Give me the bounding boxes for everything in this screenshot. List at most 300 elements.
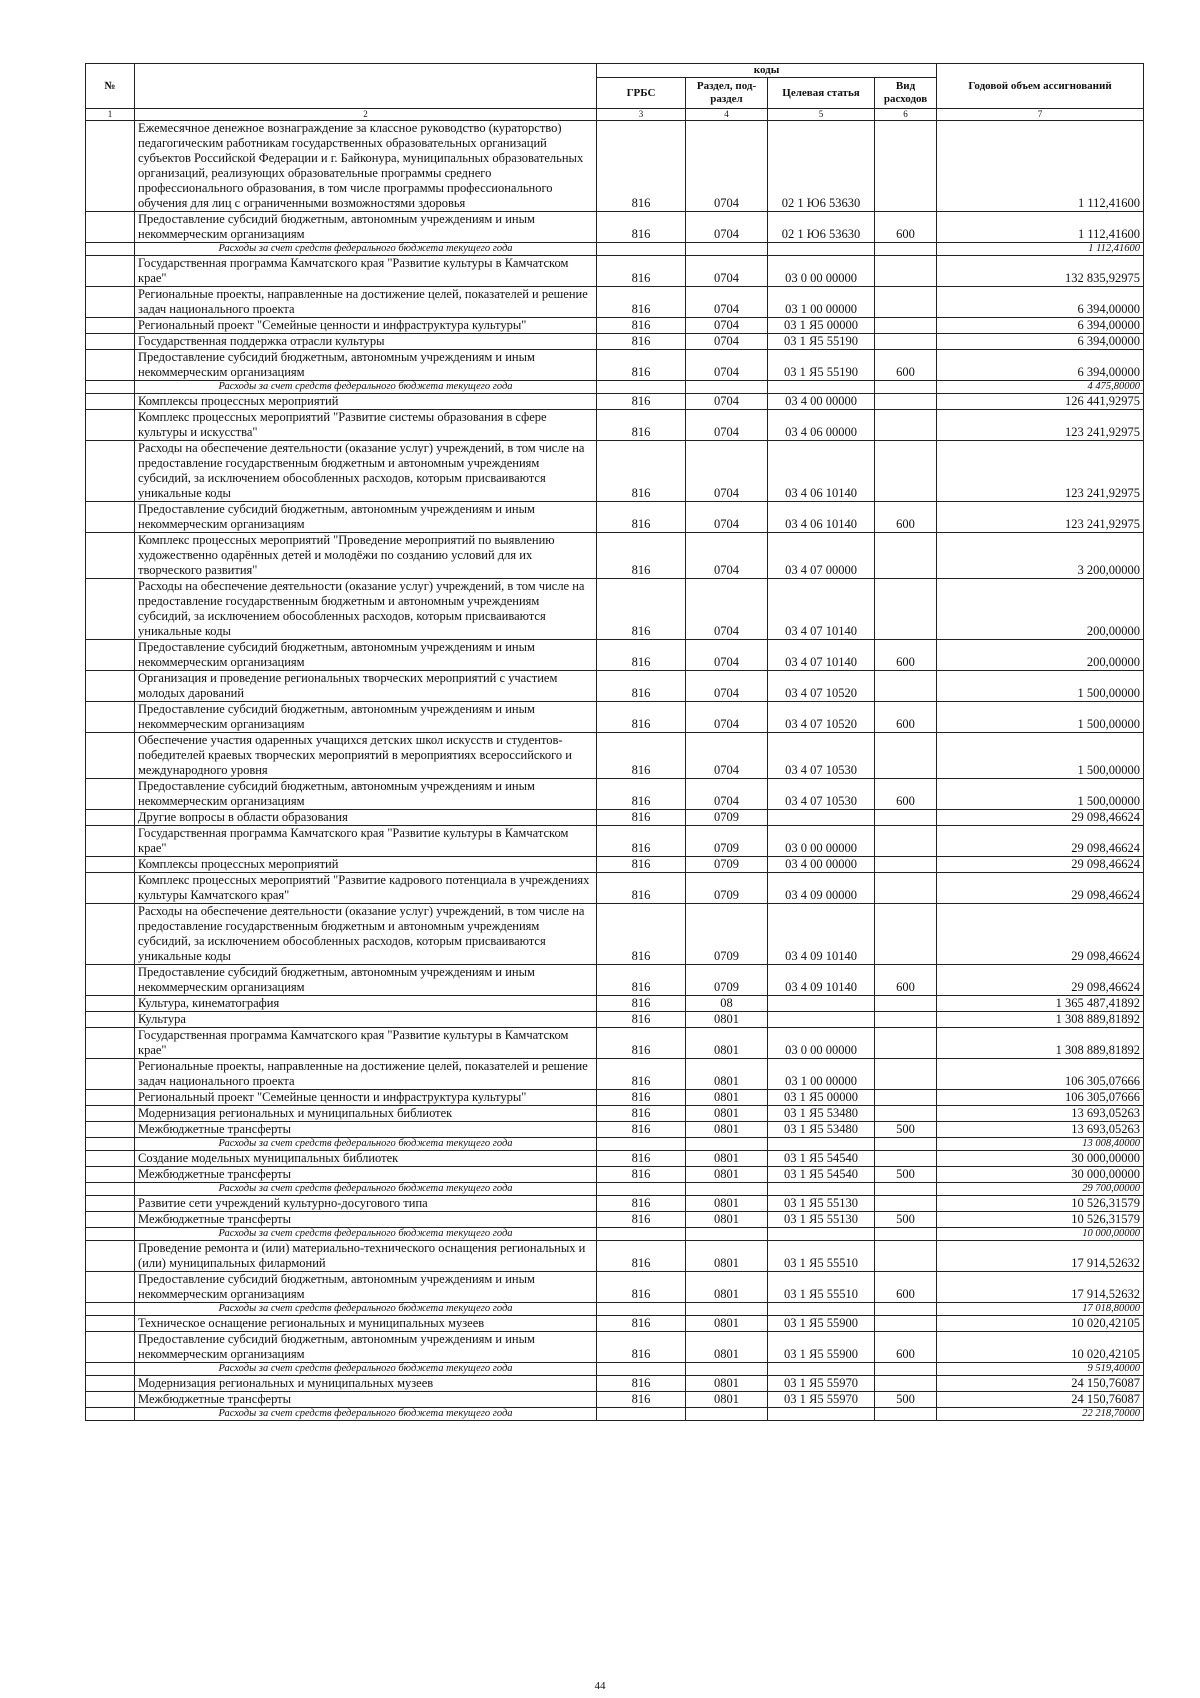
row-number-cell [86, 121, 135, 212]
row-expense-type-cell [875, 1090, 937, 1106]
row-name-cell: Государственная поддержка отрасли культуры [135, 334, 597, 350]
table-row [86, 1272, 1144, 1303]
row-target-article-cell: 03 4 00 00000 [768, 394, 875, 410]
federal-funds-note-row [86, 1363, 1144, 1376]
row-grbs-cell: 816 [597, 1106, 686, 1122]
row-grbs-cell: 816 [597, 1090, 686, 1106]
row-target-article-cell: 03 4 07 10520 [768, 671, 875, 702]
row-number-cell [86, 1090, 135, 1106]
row-grbs-cell: 816 [597, 318, 686, 334]
row-amount-cell: 29 098,46624 [937, 873, 1144, 904]
header-target-article: Целевая статья [768, 78, 875, 109]
row-section-cell [686, 1363, 768, 1376]
row-target-article-cell [768, 1012, 875, 1028]
row-name-cell: Предоставление субсидий бюджетным, автономным учреждениям и иным некоммерческим организациям [135, 1272, 597, 1303]
row-grbs-cell: 816 [597, 350, 686, 381]
row-grbs-cell: 816 [597, 640, 686, 671]
budget-table-sheet [85, 63, 1143, 1421]
row-amount-cell: 10 020,42105 [937, 1316, 1144, 1332]
row-name-cell: Развитие сети учреждений культурно-досугового типа [135, 1196, 597, 1212]
row-target-article-cell [768, 810, 875, 826]
row-name-cell: Предоставление субсидий бюджетным, автономным учреждениям и иным некоммерческим организациям [135, 965, 597, 996]
row-amount-cell: 1 112,41600 [937, 212, 1144, 243]
row-expense-type-cell [875, 394, 937, 410]
row-section-cell: 0801 [686, 1012, 768, 1028]
table-row [86, 410, 1144, 441]
row-section-cell: 0801 [686, 1059, 768, 1090]
header-col-num: 3 [597, 109, 686, 121]
row-number-cell [86, 810, 135, 826]
row-section-cell: 0801 [686, 1028, 768, 1059]
row-number-cell [86, 1196, 135, 1212]
row-number-cell [86, 873, 135, 904]
row-number-cell [86, 243, 135, 256]
row-section-cell: 0704 [686, 256, 768, 287]
row-number-cell [86, 1028, 135, 1059]
table-row [86, 256, 1144, 287]
row-amount-cell: 10 000,00000 [937, 1228, 1144, 1241]
row-amount-cell: 1 308 889,81892 [937, 1028, 1144, 1059]
row-grbs-cell: 816 [597, 256, 686, 287]
row-grbs-cell: 816 [597, 1332, 686, 1363]
row-number-cell [86, 256, 135, 287]
row-name-cell: Предоставление субсидий бюджетным, автономным учреждениям и иным некоммерческим организациям [135, 212, 597, 243]
row-section-cell: 0704 [686, 579, 768, 640]
row-name-cell: Культура [135, 1012, 597, 1028]
row-name-cell: Предоставление субсидий бюджетным, автономным учреждениям и иным некоммерческим организациям [135, 1332, 597, 1363]
row-section-cell: 0704 [686, 441, 768, 502]
table-row [86, 502, 1144, 533]
header-expense-type: Вид расходов [875, 78, 937, 109]
row-name-cell: Организация и проведение региональных творческих мероприятий с участием молодых дарований [135, 671, 597, 702]
row-expense-type-cell: 600 [875, 779, 937, 810]
table-row [86, 965, 1144, 996]
row-name-cell: Техническое оснащение региональных и муниципальных музеев [135, 1316, 597, 1332]
table-row [86, 1122, 1144, 1138]
row-grbs-cell: 816 [597, 857, 686, 873]
table-row [86, 334, 1144, 350]
row-target-article-cell: 03 1 Я5 55900 [768, 1316, 875, 1332]
row-amount-cell: 17 018,80000 [937, 1303, 1144, 1316]
row-amount-cell: 30 000,00000 [937, 1167, 1144, 1183]
table-row [86, 1316, 1144, 1332]
row-grbs-cell: 816 [597, 1212, 686, 1228]
row-expense-type-cell [875, 1028, 937, 1059]
row-expense-type-cell [875, 904, 937, 965]
row-expense-type-cell [875, 410, 937, 441]
row-name-cell: Расходы за счет средств федерального бюджета текущего года [135, 1363, 597, 1376]
row-amount-cell: 4 475,80000 [937, 381, 1144, 394]
row-section-cell [686, 1408, 768, 1421]
row-amount-cell: 1 365 487,41892 [937, 996, 1144, 1012]
row-grbs-cell: 816 [597, 779, 686, 810]
row-section-cell: 0704 [686, 318, 768, 334]
row-section-cell: 0709 [686, 965, 768, 996]
row-amount-cell: 30 000,00000 [937, 1151, 1144, 1167]
row-name-cell: Предоставление субсидий бюджетным, автономным учреждениям и иным некоммерческим организациям [135, 779, 597, 810]
row-name-cell: Проведение ремонта и (или) материально-технического оснащения региональных и (или) муниципальных филармоний [135, 1241, 597, 1272]
row-amount-cell: 3 200,00000 [937, 533, 1144, 579]
row-number-cell [86, 904, 135, 965]
header-col-num: 5 [768, 109, 875, 121]
row-section-cell: 0801 [686, 1212, 768, 1228]
row-number-cell [86, 410, 135, 441]
row-section-cell: 0704 [686, 702, 768, 733]
row-target-article-cell: 03 4 06 10140 [768, 441, 875, 502]
row-number-cell [86, 857, 135, 873]
row-number-cell [86, 287, 135, 318]
row-name-cell: Расходы за счет средств федерального бюджета текущего года [135, 1408, 597, 1421]
row-name-cell: Модернизация региональных и муниципальных библиотек [135, 1106, 597, 1122]
row-expense-type-cell [875, 733, 937, 779]
row-amount-cell: 13 693,05263 [937, 1106, 1144, 1122]
table-row [86, 904, 1144, 965]
row-expense-type-cell [875, 381, 937, 394]
row-number-cell [86, 350, 135, 381]
row-amount-cell: 24 150,76087 [937, 1376, 1144, 1392]
row-amount-cell: 6 394,00000 [937, 334, 1144, 350]
row-expense-type-cell [875, 1151, 937, 1167]
row-grbs-cell [597, 1228, 686, 1241]
table-row [86, 1059, 1144, 1090]
row-name-cell: Комплекс процессных мероприятий "Развитие кадрового потенциала в учреждениях культуры Камчатского края" [135, 873, 597, 904]
table-row [86, 1106, 1144, 1122]
row-expense-type-cell [875, 1241, 937, 1272]
row-number-cell [86, 1228, 135, 1241]
row-amount-cell: 1 500,00000 [937, 702, 1144, 733]
row-target-article-cell: 03 1 Я5 55190 [768, 334, 875, 350]
row-name-cell: Региональный проект "Семейные ценности и инфраструктура культуры" [135, 318, 597, 334]
row-amount-cell: 29 098,46624 [937, 904, 1144, 965]
row-amount-cell: 1 112,41600 [937, 121, 1144, 212]
row-amount-cell: 1 500,00000 [937, 671, 1144, 702]
table-row [86, 579, 1144, 640]
row-expense-type-cell [875, 334, 937, 350]
row-name-cell: Расходы за счет средств федерального бюджета текущего года [135, 381, 597, 394]
row-expense-type-cell [875, 441, 937, 502]
row-name-cell: Культура, кинематография [135, 996, 597, 1012]
row-expense-type-cell [875, 1138, 937, 1151]
row-grbs-cell: 816 [597, 873, 686, 904]
row-name-cell: Обеспечение участия одаренных учащихся детских школ искусств и студентов-победителей краевых творческих мероприятий в мероприятиях всероссийского и международного уровня [135, 733, 597, 779]
row-name-cell: Комплекс процессных мероприятий "Проведение мероприятий по выявлению художественно одарённых детей и молодёжи по созданию условий для их творческого развития" [135, 533, 597, 579]
row-amount-cell: 6 394,00000 [937, 350, 1144, 381]
row-section-cell: 0704 [686, 334, 768, 350]
row-target-article-cell [768, 996, 875, 1012]
row-section-cell [686, 243, 768, 256]
table-row [86, 779, 1144, 810]
row-grbs-cell: 816 [597, 1167, 686, 1183]
row-name-cell: Государственная программа Камчатского края "Развитие культуры в Камчатском крае" [135, 256, 597, 287]
row-amount-cell: 9 519,40000 [937, 1363, 1144, 1376]
row-name-cell: Региональные проекты, направленные на достижение целей, показателей и решение задач национального проекта [135, 287, 597, 318]
row-amount-cell: 13 008,40000 [937, 1138, 1144, 1151]
row-grbs-cell [597, 1408, 686, 1421]
table-row [86, 1151, 1144, 1167]
row-target-article-cell: 03 1 Я5 00000 [768, 1090, 875, 1106]
row-grbs-cell: 816 [597, 1012, 686, 1028]
row-target-article-cell: 02 1 Ю6 53630 [768, 121, 875, 212]
federal-funds-note-row [86, 1303, 1144, 1316]
row-number-cell [86, 1241, 135, 1272]
row-target-article-cell: 03 1 Я5 00000 [768, 318, 875, 334]
row-number-cell [86, 779, 135, 810]
row-number-cell [86, 441, 135, 502]
table-row [86, 857, 1144, 873]
row-section-cell: 0704 [686, 533, 768, 579]
row-number-cell [86, 1183, 135, 1196]
row-name-cell: Расходы на обеспечение деятельности (оказание услуг) учреждений, в том числе на предоставление государственным бюджетным и автономным учреждениям субсидий, за исключением обособленных расходов, которым присваиваются уникальные коды [135, 579, 597, 640]
row-target-article-cell: 03 4 07 10530 [768, 779, 875, 810]
row-amount-cell: 10 526,31579 [937, 1196, 1144, 1212]
row-amount-cell: 10 526,31579 [937, 1212, 1144, 1228]
row-number-cell [86, 1138, 135, 1151]
row-number-cell [86, 733, 135, 779]
row-section-cell: 0709 [686, 826, 768, 857]
row-section-cell: 0704 [686, 733, 768, 779]
federal-funds-note-row [86, 243, 1144, 256]
row-grbs-cell [597, 1363, 686, 1376]
table-row [86, 733, 1144, 779]
row-name-cell: Расходы на обеспечение деятельности (оказание услуг) учреждений, в том числе на предоставление государственным бюджетным и автономным учреждениям субсидий, за исключением обособленных расходов, которым присваиваются уникальные коды [135, 904, 597, 965]
budget-table [85, 63, 1144, 1421]
row-name-cell: Комплексы процессных мероприятий [135, 857, 597, 873]
row-name-cell: Государственная программа Камчатского края "Развитие культуры в Камчатском крае" [135, 1028, 597, 1059]
table-row [86, 287, 1144, 318]
row-target-article-cell: 03 1 Я5 55510 [768, 1241, 875, 1272]
row-expense-type-cell [875, 1376, 937, 1392]
row-name-cell: Расходы за счет средств федерального бюджета текущего года [135, 1228, 597, 1241]
row-amount-cell: 123 241,92975 [937, 410, 1144, 441]
row-amount-cell: 29 098,46624 [937, 965, 1144, 996]
row-section-cell: 0704 [686, 350, 768, 381]
row-section-cell: 08 [686, 996, 768, 1012]
row-target-article-cell: 03 1 Я5 54540 [768, 1167, 875, 1183]
row-amount-cell: 1 500,00000 [937, 779, 1144, 810]
row-expense-type-cell: 600 [875, 1332, 937, 1363]
federal-funds-note-row [86, 1408, 1144, 1421]
row-section-cell: 0709 [686, 810, 768, 826]
row-name-cell: Региональные проекты, направленные на достижение целей, показателей и решение задач национального проекта [135, 1059, 597, 1090]
row-amount-cell: 200,00000 [937, 579, 1144, 640]
federal-funds-note-row [86, 1228, 1144, 1241]
row-amount-cell: 106 305,07666 [937, 1090, 1144, 1106]
row-section-cell: 0801 [686, 1167, 768, 1183]
row-section-cell: 0801 [686, 1151, 768, 1167]
row-target-article-cell [768, 1363, 875, 1376]
row-expense-type-cell: 500 [875, 1167, 937, 1183]
row-number-cell [86, 1059, 135, 1090]
row-expense-type-cell [875, 671, 937, 702]
table-row [86, 826, 1144, 857]
row-expense-type-cell [875, 318, 937, 334]
row-expense-type-cell [875, 1059, 937, 1090]
row-expense-type-cell [875, 1183, 937, 1196]
row-expense-type-cell: 600 [875, 965, 937, 996]
header-number: № [86, 64, 135, 109]
row-grbs-cell: 816 [597, 904, 686, 965]
row-grbs-cell [597, 1138, 686, 1151]
table-row [86, 1332, 1144, 1363]
table-row [86, 810, 1144, 826]
table-row [86, 1028, 1144, 1059]
row-grbs-cell: 816 [597, 410, 686, 441]
row-expense-type-cell [875, 1363, 937, 1376]
row-section-cell: 0704 [686, 779, 768, 810]
row-number-cell [86, 318, 135, 334]
row-grbs-cell: 816 [597, 212, 686, 243]
row-name-cell: Создание модельных муниципальных библиотек [135, 1151, 597, 1167]
row-name-cell: Расходы на обеспечение деятельности (оказание услуг) учреждений, в том числе на предоставление государственным бюджетным и автономным учреждениям субсидий, за исключением обособленных расходов, которым присваиваются уникальные коды [135, 441, 597, 502]
row-number-cell [86, 702, 135, 733]
row-grbs-cell: 816 [597, 394, 686, 410]
table-row [86, 1090, 1144, 1106]
row-grbs-cell: 816 [597, 579, 686, 640]
row-target-article-cell: 03 1 Я5 53480 [768, 1106, 875, 1122]
row-name-cell: Межбюджетные трансферты [135, 1122, 597, 1138]
row-amount-cell: 29 098,46624 [937, 810, 1144, 826]
row-section-cell: 0801 [686, 1332, 768, 1363]
row-grbs-cell: 816 [597, 121, 686, 212]
row-number-cell [86, 334, 135, 350]
row-amount-cell: 29 700,00000 [937, 1183, 1144, 1196]
row-target-article-cell: 03 1 00 00000 [768, 1059, 875, 1090]
row-expense-type-cell [875, 121, 937, 212]
row-section-cell [686, 1138, 768, 1151]
row-number-cell [86, 1363, 135, 1376]
row-expense-type-cell: 500 [875, 1392, 937, 1408]
row-grbs-cell: 816 [597, 533, 686, 579]
row-section-cell [686, 381, 768, 394]
row-expense-type-cell: 600 [875, 640, 937, 671]
row-amount-cell: 6 394,00000 [937, 287, 1144, 318]
row-expense-type-cell [875, 1408, 937, 1421]
row-number-cell [86, 1376, 135, 1392]
row-name-cell: Расходы за счет средств федерального бюджета текущего года [135, 243, 597, 256]
row-name-cell: Расходы за счет средств федерального бюджета текущего года [135, 1303, 597, 1316]
header-grbs: ГРБС [597, 78, 686, 109]
row-name-cell: Межбюджетные трансферты [135, 1167, 597, 1183]
row-name-cell: Ежемесячное денежное вознаграждение за классное руководство (кураторство) педагогическим работникам государственных образовательных организаций субъектов Российской Федерации и г. Байконура, муниципальных образовательных организаций, реализующих образовательные программы среднего профессионального образования, в том числе программы профессионального обучения для лиц с ограниченными возможностями здоровья [135, 121, 597, 212]
row-grbs-cell: 816 [597, 733, 686, 779]
row-amount-cell: 106 305,07666 [937, 1059, 1144, 1090]
row-expense-type-cell [875, 1228, 937, 1241]
table-row [86, 1196, 1144, 1212]
row-number-cell [86, 826, 135, 857]
row-name-cell: Комплекс процессных мероприятий "Развитие системы образования в сфере культуры и искусства" [135, 410, 597, 441]
row-section-cell: 0801 [686, 1090, 768, 1106]
row-section-cell: 0704 [686, 287, 768, 318]
row-amount-cell: 6 394,00000 [937, 318, 1144, 334]
row-grbs-cell: 816 [597, 1059, 686, 1090]
table-row [86, 441, 1144, 502]
row-section-cell: 0709 [686, 904, 768, 965]
header-name [135, 64, 597, 109]
row-target-article-cell: 03 1 Я5 55970 [768, 1376, 875, 1392]
row-section-cell: 0801 [686, 1241, 768, 1272]
row-grbs-cell: 816 [597, 287, 686, 318]
table-row [86, 121, 1144, 212]
row-grbs-cell: 816 [597, 996, 686, 1012]
row-expense-type-cell [875, 579, 937, 640]
row-grbs-cell [597, 1303, 686, 1316]
row-amount-cell: 29 098,46624 [937, 857, 1144, 873]
table-row [86, 1012, 1144, 1028]
row-expense-type-cell [875, 256, 937, 287]
row-section-cell: 0704 [686, 671, 768, 702]
row-number-cell [86, 965, 135, 996]
row-grbs-cell: 816 [597, 671, 686, 702]
row-number-cell [86, 1303, 135, 1316]
row-target-article-cell: 03 1 Я5 55970 [768, 1392, 875, 1408]
row-number-cell [86, 1332, 135, 1363]
row-target-article-cell: 03 0 00 00000 [768, 826, 875, 857]
row-amount-cell: 1 112,41600 [937, 243, 1144, 256]
header-annual-volume: Годовой объем ассигнований [937, 64, 1144, 109]
row-amount-cell: 1 500,00000 [937, 733, 1144, 779]
row-name-cell: Предоставление субсидий бюджетным, автономным учреждениям и иным некоммерческим организациям [135, 640, 597, 671]
row-target-article-cell: 03 1 Я5 55510 [768, 1272, 875, 1303]
row-section-cell: 0704 [686, 502, 768, 533]
row-section-cell: 0801 [686, 1122, 768, 1138]
row-expense-type-cell [875, 287, 937, 318]
row-amount-cell: 123 241,92975 [937, 441, 1144, 502]
row-name-cell: Предоставление субсидий бюджетным, автономным учреждениям и иным некоммерческим организациям [135, 350, 597, 381]
row-number-cell [86, 1122, 135, 1138]
row-target-article-cell: 03 4 07 10140 [768, 579, 875, 640]
table-row [86, 1241, 1144, 1272]
row-grbs-cell [597, 243, 686, 256]
row-grbs-cell [597, 381, 686, 394]
row-grbs-cell: 816 [597, 1028, 686, 1059]
row-expense-type-cell [875, 1012, 937, 1028]
row-grbs-cell: 816 [597, 1196, 686, 1212]
row-amount-cell: 22 218,70000 [937, 1408, 1144, 1421]
header-codes: коды [597, 64, 937, 78]
row-target-article-cell [768, 1138, 875, 1151]
row-amount-cell: 126 441,92975 [937, 394, 1144, 410]
row-target-article-cell [768, 243, 875, 256]
row-section-cell: 0801 [686, 1272, 768, 1303]
row-section-cell: 0704 [686, 212, 768, 243]
table-row [86, 394, 1144, 410]
row-amount-cell: 200,00000 [937, 640, 1144, 671]
table-row [86, 350, 1144, 381]
table-row [86, 1392, 1144, 1408]
row-grbs-cell: 816 [597, 810, 686, 826]
row-number-cell [86, 1316, 135, 1332]
row-expense-type-cell [875, 826, 937, 857]
row-target-article-cell: 03 1 Я5 54540 [768, 1151, 875, 1167]
row-target-article-cell: 03 1 Я5 55130 [768, 1212, 875, 1228]
row-grbs-cell: 816 [597, 1151, 686, 1167]
row-number-cell [86, 996, 135, 1012]
row-section-cell: 0801 [686, 1106, 768, 1122]
row-section-cell: 0709 [686, 857, 768, 873]
row-amount-cell: 24 150,76087 [937, 1392, 1144, 1408]
table-row [86, 1376, 1144, 1392]
table-row [86, 318, 1144, 334]
row-expense-type-cell: 600 [875, 350, 937, 381]
row-target-article-cell: 03 1 00 00000 [768, 287, 875, 318]
row-section-cell: 0801 [686, 1196, 768, 1212]
row-section-cell: 0704 [686, 394, 768, 410]
row-section-cell: 0709 [686, 873, 768, 904]
row-grbs-cell: 816 [597, 1272, 686, 1303]
row-grbs-cell: 816 [597, 334, 686, 350]
table-row [86, 671, 1144, 702]
row-section-cell: 0801 [686, 1376, 768, 1392]
